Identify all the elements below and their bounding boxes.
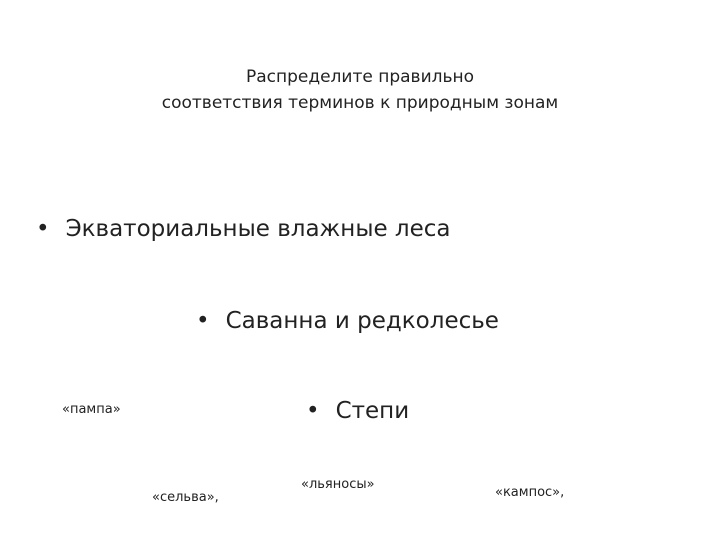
bullet-icon: • bbox=[196, 308, 210, 334]
zone-item-savanna bbox=[196, 306, 499, 336]
slide-title-line-1: Распределите правильно bbox=[245, 67, 475, 87]
bullet-icon: • bbox=[306, 398, 320, 424]
bullet-icon: • bbox=[36, 216, 50, 242]
zone-label: Степи bbox=[335, 398, 410, 424]
zone-item-equatorial-forests bbox=[36, 214, 451, 244]
slide-title-line-2: соответствия терминов к природным зонам bbox=[161, 93, 559, 113]
term-selva[interactable]: «сельва», bbox=[152, 490, 219, 505]
zone-item-steppes bbox=[306, 396, 409, 426]
term-pampa[interactable]: «пампа» bbox=[62, 402, 121, 417]
term-llanos[interactable]: «льяносы» bbox=[301, 477, 375, 492]
zone-label: Экваториальные влажные леса bbox=[65, 216, 451, 242]
zone-label: Саванна и редколесье bbox=[225, 308, 499, 334]
slide-title bbox=[0, 64, 720, 116]
term-campos[interactable]: «кампос», bbox=[495, 485, 565, 500]
